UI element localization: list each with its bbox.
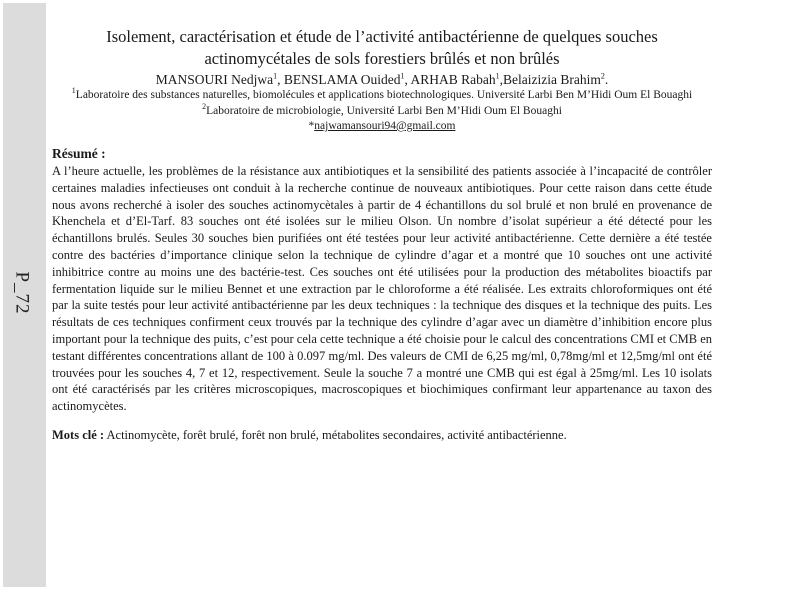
email-link[interactable]: najwamansouri94@gmail.com [314,120,456,132]
keywords-label: Mots clé : [52,427,105,442]
affiliation-1 [52,88,712,104]
author: BENSLAMA Ouided [283,72,401,87]
email-prefix: * [308,120,315,132]
email-line [52,119,712,134]
author-sup: 1 [273,71,278,81]
page-label [2,268,42,318]
paper-title: Isolement, caractérisation et étude de l’activité antibactérienne de quelques souches actinomycétales de sols forestiers brûlés et non brûlés [106,27,658,68]
affiliation-2 [52,101,712,120]
affiliation-text: Laboratoire des substances naturelles, biomolécules et applications biotechnologiques. Université Larbi Ben M’Hidi Oum El Bouaghi [75,89,693,101]
abstract-text: A l’heure actuelle, les problèmes de la résistance aux antibiotiques et la sensibilité des patients associée à l’incapacité de contrôler certaines maladies infectieuses ont conduit à la recherche continue de nouveaux antibiotiques. Pour cette raison dans cette étude nous avons recherché à isoler des souches actinomycètales à partir de 4 échantillons du sol brulé et non brulé en provenance de Khenchela et d’El-Tarf. 83 souches ont été isolées sur le milieu Olson. Un nombre d’isolat supérieur a été détecté pour les échantillons brulés. Seules 30 souches bien purifiées ont été testées pour leur activité antibactérienne. Cette dernière a été testée contre des bactéries d’importance clinique selon la technique de cylindre d’agar et a montré que 10 souches ont une activité inhibitrice contre au moins une des bactérie-test. Ces souches ont été utilisées pour la production des métabolites bioactifs par fermentation liquide sur le milieu Bennet et une extraction par le chloroforme a été réalisée. Les extraits chloroformiques ont été par la suite testés pour leur activité antibactérienne par les deux techniques : la technique des disques et la technique des puits. Les résultats de ces techniques confirment ceux trouvés par la technique des cylindre d’agar avec un diamètre d’inhibition encore plus important pour la technique des puits, c’est pour cela cette technique a été choisie pour le calcul des concentrations CMI et CMB en testant différentes concentrations allant de 100 à 0.097 mg/ml. Des valeurs de CMI de 6,25 mg/ml, 0,78mg/ml et 12,5mg/ml ont été trouvées pour les souches 4, 7 et 12, respectivement. Seule la souche 7 a montré une CMB qui est égal à 25mg/ml. Les 10 isolats ont été caractérisés par les critères microscopiques, macroscopiques et biochimiques confirmant leur appartenance au taxon des actinomycètes. [52,164,712,414]
author-sup: 2 [600,71,605,81]
keywords-paragraph [52,427,712,444]
affiliation-sup: 2 [202,101,207,111]
author-sup: 1 [495,71,500,81]
keywords-text: Actinomycète, forêt brulé, forêt non brulé, métabolites secondaires, activité antibactérienne. [106,427,567,442]
author-list: MANSOURI Nedjwa$^1$, BENSLAMA Ouided$^1$, ARHAB Rabah$^1$,Belaizizia Brahim$^2$. [155,71,609,87]
author: MANSOURI Nedjwa [155,72,274,87]
author: ARHAB Rabah [410,72,496,87]
affiliation-text: Laboratoire de microbiologie, Université Larbi Ben M’Hidi Oum El Bouaghi [206,104,562,117]
page-label-text: P_72 [12,271,34,315]
paper-content [52,26,712,444]
affiliation-sup: 1 [71,86,76,96]
author: Belaizizia Brahim [503,72,601,87]
author-sup: 1 [400,71,405,81]
abstract-heading: Résumé : [52,146,106,161]
